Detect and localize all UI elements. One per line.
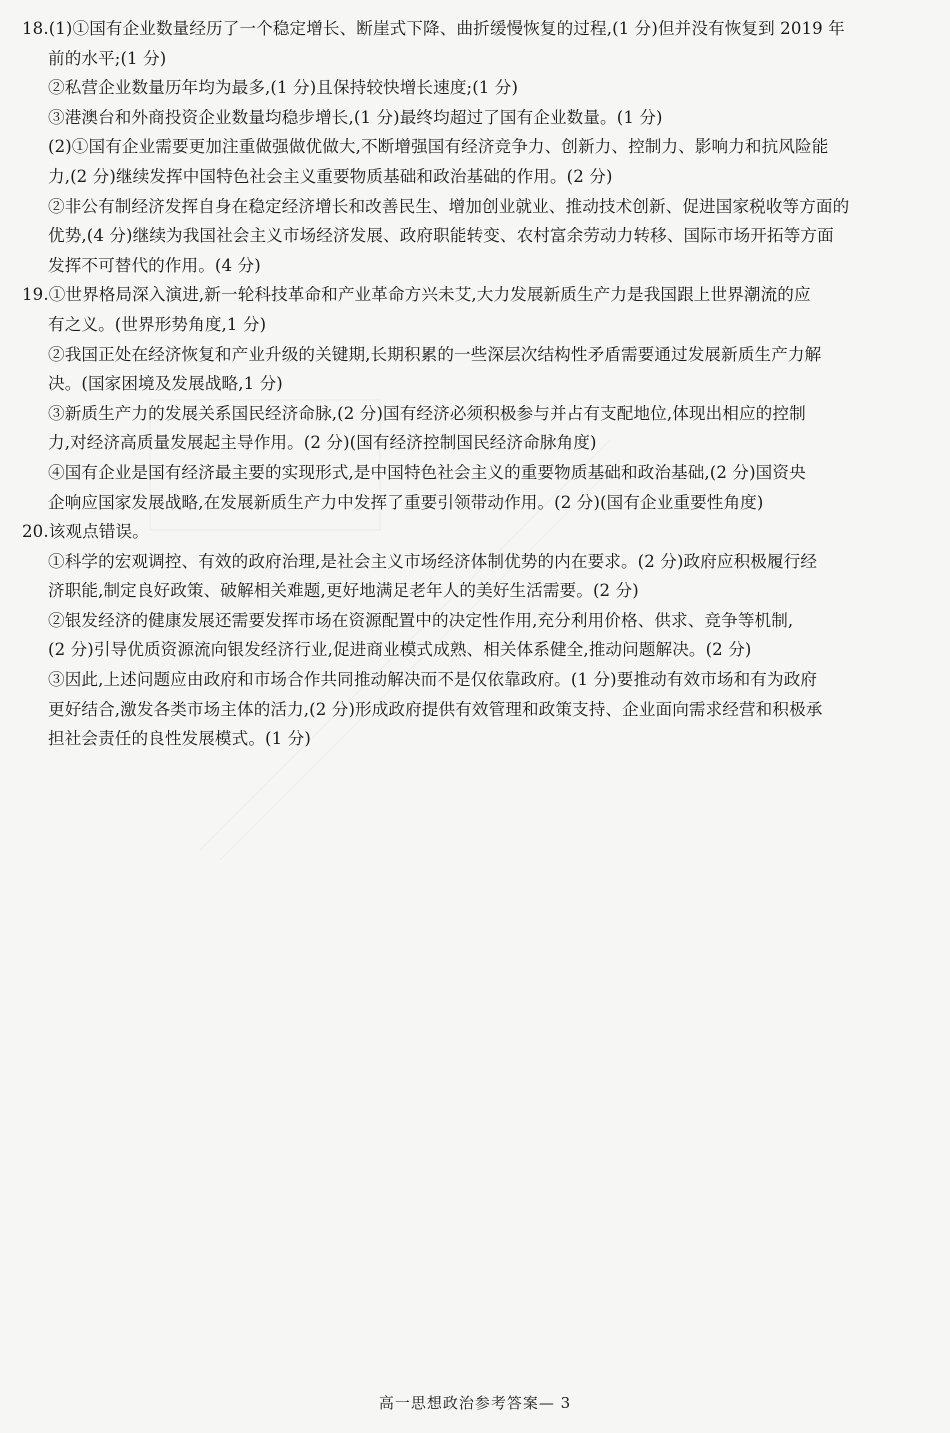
q20-line-3: 济职能,制定良好政策、破解相关难题,更好地满足老年人的美好生活需要。(2 分) [48,581,639,601]
question-20 [22,517,937,754]
q19-line-6: 力,对经济高质量发展起主导作用。(2 分)(国有经济控制国民经济命脉角度) [48,433,597,453]
q19-line-5: ③新质生产力的发展关系国民经济命脉,(2 分)国有经济必须积极参与并占有支配地位,体现出相应的控制 [48,403,806,423]
q20-line-1: 20.该观点错误。 [22,522,149,542]
q19-line-2: 有之义。(世界形势角度,1 分) [48,314,267,334]
q18-line-8: 优势,(4 分)继续为我国社会主义市场经济发展、政府职能转变、农村富余劳动力转移、国际市场开拓等方面 [48,226,834,246]
q18-line-1: 18.(1)①国有企业数量经历了一个稳定增长、断崖式下降、曲折缓慢恢复的过程,(1 分)但并没有恢复到 2019 年 [22,19,845,38]
q19-line-8: 企响应国家发展战略,在发展新质生产力中发挥了重要引领带动作用。(2 分)(国有企业重要性角度) [48,492,764,512]
q20-line-6: ③因此,上述问题应由政府和市场合作共同推动解决而不是仅依靠政府。(1 分)要推动有效市场和有为政府 [48,670,818,690]
question-19 [22,280,937,517]
q18-line-7: ②非公有制经济发挥自身在稳定经济增长和改善民生、增加创业就业、推动技术创新、促进国家税收等方面的 [48,196,850,216]
page-footer: 高一思想政治参考答案— 3 [378,1394,572,1412]
q18-line-3: ②私营企业数量历年均为最多,(1 分)且保持较快增长速度;(1 分) [48,78,519,98]
q19-line-1: 19.①世界格局深入演进,新一轮科技革命和产业革命方兴未艾,大力发展新质生产力是我国跟上世界潮流的应 [22,285,811,305]
answer-content [22,14,937,754]
q20-line-4: ②银发经济的健康发展还需要发挥市场在资源配置中的决定性作用,充分利用价格、供求、竞争等机制, [48,610,794,630]
q19-line-3: ②我国正处在经济恢复和产业升级的关键期,长期积累的一些深层次结构性矛盾需要通过发展新质生产力解 [48,344,822,364]
q20-line-8: 担社会责任的良性发展模式。(1 分) [48,729,311,749]
q20-line-2: ①科学的宏观调控、有效的政府治理,是社会主义市场经济体制优势的内在要求。(2 分)政府应积极履行经 [48,551,818,571]
q19-line-4: 决。(国家困境及发展战略,1 分) [48,374,283,394]
q18-line-6: 力,(2 分)继续发挥中国特色社会主义重要物质基础和政治基础的作用。(2 分) [48,166,613,186]
question-18 [22,14,937,280]
q18-line-4: ③港澳台和外商投资企业数量均稳步增长,(1 分)最终均超过了国有企业数量。(1 分) [48,107,663,127]
q18-line-9: 发挥不可替代的作用。(4 分) [48,255,261,275]
q19-line-7: ④国有企业是国有经济最主要的实现形式,是中国特色社会主义的重要物质基础和政治基础,(2 分)国资央 [48,462,806,482]
q18-line-2: 前的水平;(1 分) [48,48,167,68]
q18-line-5: (2)①国有企业需要更加注重做强做优做大,不断增强国有经济竞争力、创新力、控制力、影响力和抗风险能 [48,137,829,157]
q20-line-7: 更好结合,激发各类市场主体的活力,(2 分)形成政府提供有效管理和政策支持、企业面向需求经营和积极承 [48,699,823,719]
q20-line-5: (2 分)引导优质资源流向银发经济行业,促进商业模式成熟、相关体系健全,推动问题解决。(2 分) [48,640,752,660]
